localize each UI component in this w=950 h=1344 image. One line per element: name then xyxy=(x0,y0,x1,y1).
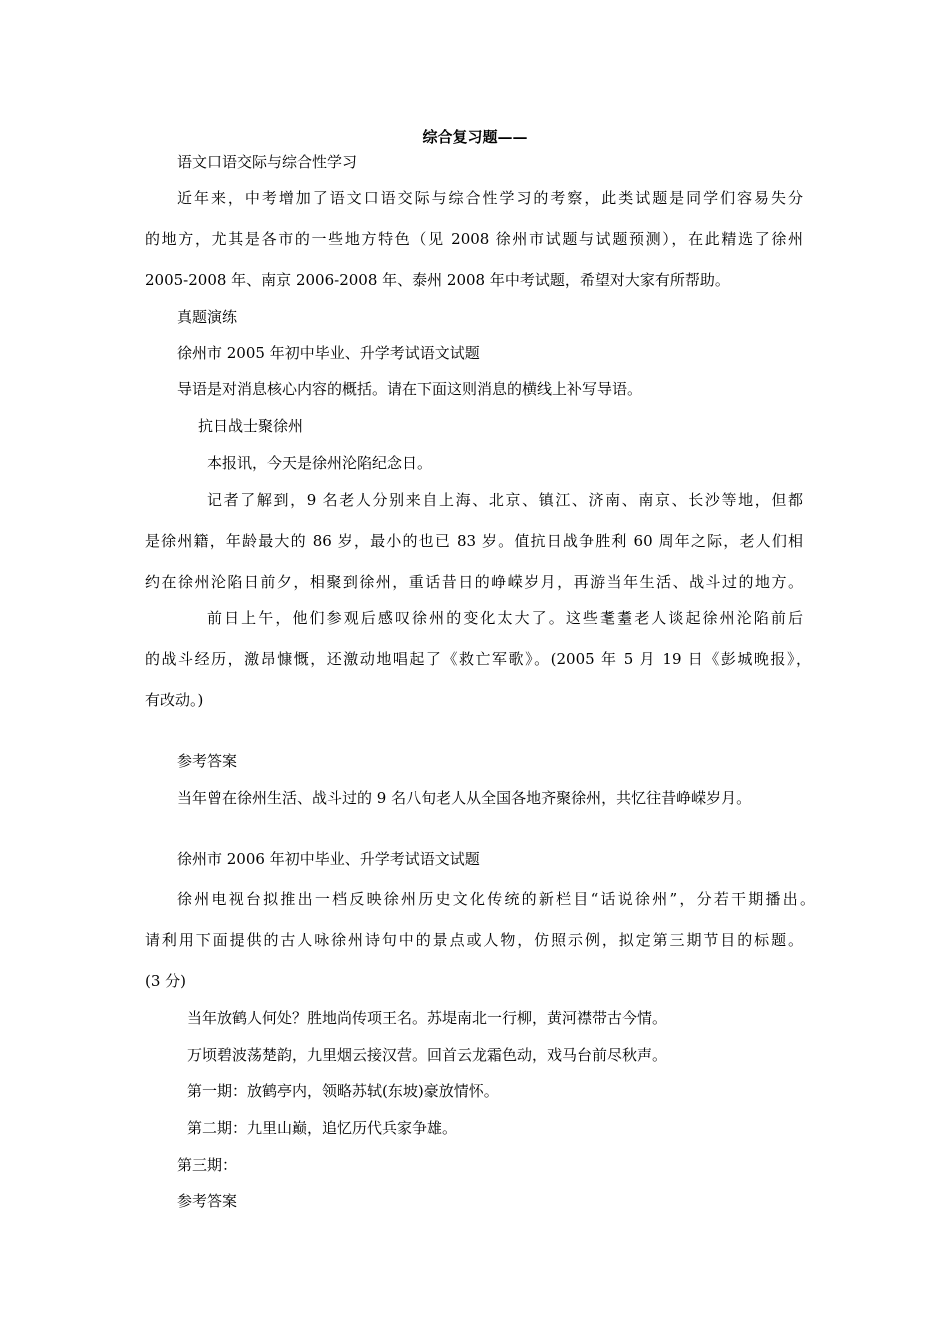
news-line: 前日上午，他们参观后感叹徐州的变化太大了。这些耄耋老人谈起徐州沦陷前后 xyxy=(207,609,803,627)
example-line: 第二期：九里山巅，追忆历代兵家争雄。 xyxy=(187,1119,458,1137)
exam-2006-question-line: (3 分) xyxy=(145,972,187,990)
poem-line: 万顷碧波荡楚韵，九里烟云接汉营。回首云龙霜色动，戏马台前尽秋声。 xyxy=(187,1046,668,1064)
news-line: 有改动。) xyxy=(145,691,204,709)
intro-line-1: 近年来，中考增加了语文口语交际与综合性学习的考察，此类试题是同学们容易失分 xyxy=(177,189,803,207)
news-line: 的战斗经历，激昂慷慨，还激动地唱起了《救亡军歌》。(2005 年 5 月 19 日《彭城晚报》， xyxy=(145,650,811,668)
news-line: 记者了解到，9 名老人分别来自上海、北京、镇江、济南、南京、长沙等地，但都 xyxy=(207,491,803,509)
document-title: 综合复习题—— xyxy=(422,128,528,146)
exam-2005-question: 导语是对消息核心内容的概括。请在下面这则消息的横线上补写导语。 xyxy=(177,380,643,398)
exam-2005-answer-label: 参考答案 xyxy=(177,752,238,770)
exam-2006-heading: 徐州市 2006 年初中毕业、升学考试语文试题 xyxy=(177,850,480,868)
intro-line-2: 的地方，尤其是各市的一些地方特色（见 2008 徐州市试题与试题预测），在此精选了徐州 xyxy=(145,230,803,248)
document-subtitle: 语文口语交际与综合性学习 xyxy=(177,153,358,171)
news-title: 抗日战士聚徐州 xyxy=(198,417,304,435)
third-issue-label: 第三期： xyxy=(177,1156,238,1174)
exam-2005-heading: 徐州市 2005 年初中毕业、升学考试语文试题 xyxy=(177,344,480,362)
exam-2006-answer-label: 参考答案 xyxy=(177,1192,238,1210)
exam-2006-question-line: 请利用下面提供的古人咏徐州诗句中的景点或人物，仿照示例，拟定第三期节目的标题。 xyxy=(145,931,803,949)
exam-2006-question-line: 徐州电视台拟推出一档反映徐州历史文化传统的新栏目“话说徐州”，分若干期播出。 xyxy=(177,890,815,908)
section-heading: 真题演练 xyxy=(177,308,238,326)
news-line: 约在徐州沦陷日前夕，相聚到徐州，重话昔日的峥嵘岁月，再游当年生活、战斗过的地方。 xyxy=(145,573,803,591)
poem-line: 当年放鹤人何处？胜地尚传项王名。苏堤南北一行柳，黄河襟带古今情。 xyxy=(187,1009,668,1027)
exam-2005-answer: 当年曾在徐州生活、战斗过的 9 名八旬老人从全国各地齐聚徐州，共忆往昔峥嵘岁月。 xyxy=(177,789,752,807)
news-line: 是徐州籍，年龄最大的 86 岁，最小的也已 83 岁。值抗日战争胜利 60 周年之际，老人们相 xyxy=(145,532,803,550)
news-line: 本报讯，今天是徐州沦陷纪念日。 xyxy=(207,454,433,472)
example-line: 第一期：放鹤亭内，领略苏轼(东坡)豪放情怀。 xyxy=(187,1082,499,1100)
intro-line-3: 2005-2008 年、南京 2006-2008 年、泰州 2008 年中考试题，希望对大家有所帮助。 xyxy=(145,271,730,289)
